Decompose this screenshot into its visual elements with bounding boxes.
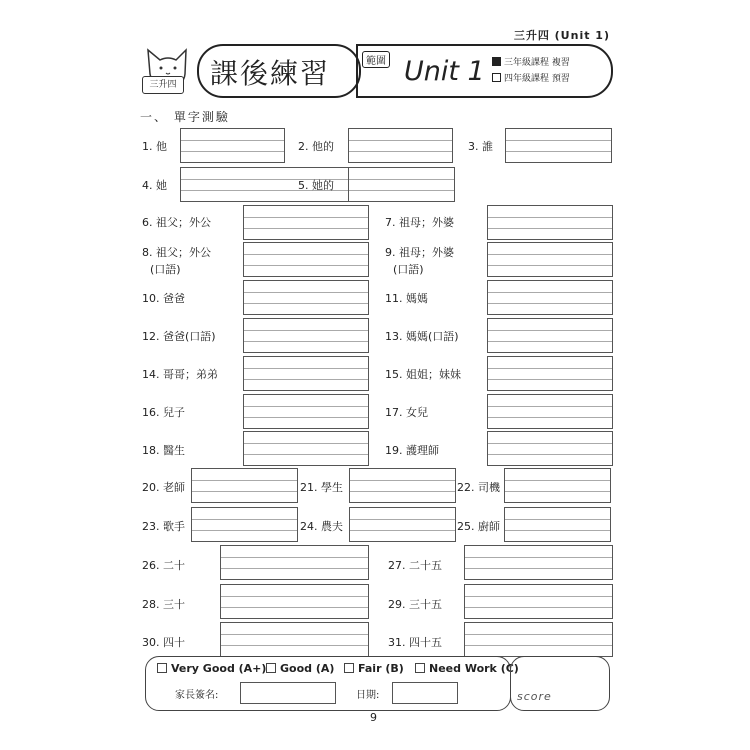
writing-guide-line <box>505 519 610 520</box>
writing-guide-line <box>349 140 452 141</box>
writing-guide-line <box>244 330 368 331</box>
writing-guide-line <box>506 151 611 152</box>
question-label: 31. 四十五 <box>388 636 442 649</box>
question-label: 8. 祖父；外公 <box>142 246 211 259</box>
question-label: 22. 司機 <box>457 481 500 494</box>
answer-box[interactable] <box>243 394 369 429</box>
unit-title: Unit 1 <box>404 56 485 87</box>
writing-guide-line <box>181 140 284 141</box>
question-label: 20. 老師 <box>142 481 185 494</box>
writing-guide-line <box>505 491 610 492</box>
rating-very-good[interactable]: Very Good (A+) <box>157 662 266 675</box>
writing-guide-line <box>350 491 455 492</box>
writing-guide-line <box>505 530 610 531</box>
writing-guide-line <box>244 406 368 407</box>
scope-label: 範圍 <box>362 51 390 68</box>
question-label: 30. 四十 <box>142 636 185 649</box>
writing-guide-line <box>244 265 368 266</box>
question-label: 25. 廚師 <box>457 520 500 533</box>
question-label: 2. 他的 <box>298 140 334 153</box>
question-label: 24. 農夫 <box>300 520 343 533</box>
question-label: 21. 學生 <box>300 481 343 494</box>
parent-sign-label: 家長簽名: <box>175 690 219 701</box>
question-label: 23. 歌手 <box>142 520 185 533</box>
question-label: 17. 女兒 <box>385 406 428 419</box>
answer-box[interactable] <box>487 394 613 429</box>
answer-box[interactable] <box>504 507 611 542</box>
question-label: 7. 祖母；外婆 <box>385 216 454 229</box>
writing-guide-line <box>465 596 612 597</box>
writing-guide-line <box>349 151 452 152</box>
answer-box[interactable] <box>180 128 285 163</box>
question-label: 5. 她的 <box>298 179 334 192</box>
answer-box[interactable] <box>243 431 369 466</box>
date-label: 日期: <box>356 690 380 701</box>
writing-guide-line <box>244 368 368 369</box>
writing-guide-line <box>244 228 368 229</box>
writing-guide-line <box>221 596 368 597</box>
checkbox-icon <box>492 73 501 82</box>
answer-box[interactable] <box>487 318 613 353</box>
writing-guide-line <box>465 634 612 635</box>
writing-guide-line <box>192 480 297 481</box>
writing-guide-line <box>221 568 368 569</box>
writing-guide-line <box>488 368 612 369</box>
answer-box[interactable] <box>220 545 369 580</box>
writing-guide-line <box>244 217 368 218</box>
writing-guide-line <box>505 480 610 481</box>
question-sublabel: (口語) <box>150 263 181 276</box>
question-label: 9. 祖母；外婆 <box>385 246 454 259</box>
answer-box[interactable] <box>220 584 369 619</box>
option-preview[interactable]: 四年級課程 預習 <box>492 71 570 84</box>
question-label: 13. 媽媽(口語) <box>385 330 459 343</box>
writing-guide-line <box>350 530 455 531</box>
answer-box[interactable] <box>464 545 613 580</box>
answer-box[interactable] <box>487 205 613 240</box>
question-label: 12. 爸爸(口語) <box>142 330 216 343</box>
answer-box[interactable] <box>487 242 613 277</box>
question-sublabel: (口語) <box>393 263 424 276</box>
writing-guide-line <box>221 645 368 646</box>
writing-guide-line <box>192 530 297 531</box>
answer-box[interactable] <box>349 507 456 542</box>
writing-guide-line <box>465 568 612 569</box>
writing-guide-line <box>488 330 612 331</box>
worksheet-title: 課後練習 <box>210 57 331 90</box>
answer-box[interactable] <box>487 431 613 466</box>
answer-box[interactable] <box>464 622 613 657</box>
question-label: 15. 姐姐；妹妹 <box>385 368 461 381</box>
writing-guide-line <box>488 265 612 266</box>
writing-guide-line <box>244 417 368 418</box>
writing-guide-line <box>192 519 297 520</box>
answer-box[interactable] <box>243 242 369 277</box>
writing-guide-line <box>349 190 454 191</box>
answer-box[interactable] <box>243 318 369 353</box>
answer-box[interactable] <box>243 205 369 240</box>
page-number: 9 <box>370 711 377 724</box>
writing-guide-line <box>244 443 368 444</box>
question-label: 3. 誰 <box>468 140 493 153</box>
answer-box[interactable] <box>191 507 298 542</box>
question-label: 19. 護理師 <box>385 444 439 457</box>
question-label: 27. 二十五 <box>388 559 442 572</box>
writing-guide-line <box>192 491 297 492</box>
answer-box[interactable] <box>487 356 613 391</box>
writing-guide-line <box>488 341 612 342</box>
checkbox-checked-icon <box>492 57 501 66</box>
question-label: 26. 二十 <box>142 559 185 572</box>
writing-guide-line <box>244 341 368 342</box>
answer-box[interactable] <box>349 468 456 503</box>
question-label: 11. 媽媽 <box>385 292 428 305</box>
writing-guide-line <box>488 292 612 293</box>
question-label: 1. 他 <box>142 140 167 153</box>
answer-box[interactable] <box>243 280 369 315</box>
writing-guide-line <box>506 140 611 141</box>
writing-guide-line <box>349 179 454 180</box>
writing-guide-line <box>488 228 612 229</box>
corner-label: 三升四 (Unit 1) <box>513 29 610 42</box>
answer-box[interactable] <box>487 280 613 315</box>
writing-guide-line <box>221 557 368 558</box>
writing-guide-line <box>488 254 612 255</box>
answer-box[interactable] <box>505 128 612 163</box>
parent-sign-field[interactable] <box>240 682 336 704</box>
writing-guide-line <box>465 645 612 646</box>
rating-fair[interactable]: Fair (B) <box>344 662 404 675</box>
writing-guide-line <box>350 519 455 520</box>
writing-guide-line <box>488 303 612 304</box>
question-label: 16. 兒子 <box>142 406 185 419</box>
answer-box[interactable] <box>348 167 455 202</box>
writing-guide-line <box>244 379 368 380</box>
question-label: 29. 三十五 <box>388 598 442 611</box>
section-title: 一、 單字測驗 <box>140 110 230 124</box>
checkbox-icon <box>157 663 167 673</box>
writing-guide-line <box>244 254 368 255</box>
mascot-tag: 三升四 <box>142 76 184 94</box>
score-label: score <box>517 690 552 703</box>
checkbox-icon <box>266 663 276 673</box>
writing-guide-line <box>488 217 612 218</box>
writing-guide-line <box>488 417 612 418</box>
writing-guide-line <box>465 607 612 608</box>
writing-guide-line <box>488 454 612 455</box>
question-label: 6. 祖父；外公 <box>142 216 211 229</box>
writing-guide-line <box>221 607 368 608</box>
answer-box[interactable] <box>464 584 613 619</box>
writing-guide-line <box>488 379 612 380</box>
option-review[interactable]: 三年級課程 複習 <box>492 55 570 68</box>
question-label: 10. 爸爸 <box>142 292 185 305</box>
answer-box[interactable] <box>191 468 298 503</box>
checkbox-icon <box>415 663 425 673</box>
writing-guide-line <box>244 292 368 293</box>
writing-guide-line <box>244 454 368 455</box>
answer-box[interactable] <box>348 128 453 163</box>
answer-box[interactable] <box>504 468 611 503</box>
rating-good[interactable]: Good (A) <box>266 662 334 675</box>
question-label: 18. 醫生 <box>142 444 185 457</box>
writing-guide-line <box>465 557 612 558</box>
date-field[interactable] <box>392 682 458 704</box>
writing-guide-line <box>488 406 612 407</box>
writing-guide-line <box>350 480 455 481</box>
writing-guide-line <box>244 303 368 304</box>
checkbox-icon <box>344 663 354 673</box>
rating-need-work[interactable]: Need Work (C) <box>415 662 519 675</box>
question-label: 4. 她 <box>142 179 167 192</box>
question-label: 28. 三十 <box>142 598 185 611</box>
writing-guide-line <box>181 151 284 152</box>
answer-box[interactable] <box>243 356 369 391</box>
answer-box[interactable] <box>220 622 369 657</box>
writing-guide-line <box>488 443 612 444</box>
writing-guide-line <box>221 634 368 635</box>
question-label: 14. 哥哥；弟弟 <box>142 368 218 381</box>
